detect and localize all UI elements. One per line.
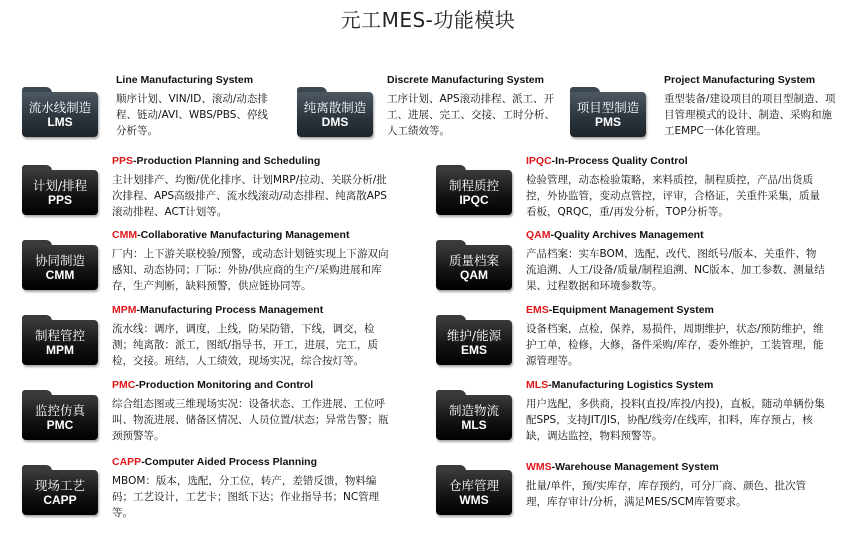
module-full-name: -Manufacturing Process Management	[136, 304, 324, 316]
module-full-name: -Quality Archives Management	[550, 229, 704, 241]
module-qam-desc: 产品档案：实车BOM、选配、改代、图纸号/版本、关重件、物流追溯、人工/设备/质量/制程追溯、NC版本、加工参数、测量结果、过程数据和环境参数等。	[526, 248, 825, 292]
module-ems-folder[interactable]	[436, 315, 512, 365]
module-ems-heading	[526, 304, 714, 316]
module-wms-desc: 批量/单件，预/实库存，库存预约，可分厂商、颜色、批次管理，库存审计/分析，满足MES/SCM库管要求。	[526, 480, 807, 508]
module-ipqc-folder[interactable]	[436, 165, 512, 215]
module-abbr: CMM	[112, 229, 138, 241]
module-abbr: CAPP	[112, 456, 142, 468]
module-dms-heading: Discrete Manufacturing System	[387, 74, 544, 86]
module-cmm-heading	[112, 229, 349, 241]
folder-icon	[22, 245, 98, 290]
page-title: 元工MES-功能模块	[340, 8, 516, 32]
module-abbr: QAM	[526, 229, 551, 241]
module-full-name: -Manufacturing Logistics System	[548, 379, 714, 391]
folder-icon	[436, 470, 512, 515]
module-lms-desc: 顺序计划、VIN/ID、滚动/动态排程、链动/AVI、WBS/PBS、停线分析等。	[116, 93, 268, 137]
folder-icon	[436, 245, 512, 290]
module-code: WMS	[459, 493, 489, 507]
module-code: CAPP	[43, 493, 77, 507]
module-qam-heading	[526, 229, 704, 241]
module-wms-heading	[526, 461, 719, 473]
module-pmc-folder[interactable]	[22, 390, 98, 440]
module-capp-desc: MBOM：版本，选配，分工位，转产，差错反馈，物料编码；工艺设计，工艺卡；图纸下达；作业指导书；NC管理等。	[112, 475, 380, 519]
module-code: DMS	[321, 115, 349, 129]
module-wms-folder[interactable]	[436, 465, 512, 515]
folder-icon	[22, 92, 98, 137]
module-name: 维护/能源	[446, 328, 502, 343]
module-mls-heading	[526, 379, 713, 391]
module-abbr: WMS	[526, 461, 552, 473]
module-full-name: -Collaborative Manufacturing Management	[137, 229, 350, 241]
module-qam-folder[interactable]	[436, 240, 512, 290]
module-full-name: -In-Process Quality Control	[551, 155, 688, 167]
module-abbr: MLS	[526, 379, 549, 391]
folder-icon	[22, 320, 98, 365]
module-pps-folder[interactable]	[22, 165, 98, 215]
module-lms-heading: Line Manufacturing System	[116, 74, 254, 86]
folder-icon	[436, 170, 512, 215]
module-mpm-desc: 流水线：调序，调度，上线，防呆防错，下线，调交，检测；纯离散：派工，图纸/指导书，开工，进展，完工，质检，交接。班结，人工绩效，现场实况，综合按灯等。	[112, 323, 379, 367]
module-code: QAM	[460, 268, 488, 282]
folder-icon	[22, 170, 98, 215]
module-code: PMC	[46, 418, 74, 432]
module-ems-desc: 设备档案，点检，保养，易损件，周期维护，状态/预防维护，维护工单，检修，大修，备件采购/库存，委外维护，工装管理，能源管理等。	[526, 323, 824, 367]
module-full-name: -Equipment Management System	[548, 304, 714, 316]
module-pms-desc: 重型装备/建设项目的项目型制造、项目管理模式的设计、制造、采购和施工EMPC一体化管理。	[664, 93, 836, 137]
module-code: EMS	[460, 343, 487, 357]
module-pms-folder[interactable]	[570, 87, 646, 137]
module-dms-folder[interactable]	[297, 87, 373, 137]
module-name: 现场工艺	[34, 478, 85, 493]
module-full-name: -Warehouse Management System	[551, 461, 719, 473]
module-full-name: -Computer Aided Process Planning	[141, 456, 317, 468]
module-abbr: PMC	[112, 379, 136, 391]
module-capp-heading	[112, 456, 317, 468]
module-code: PPS	[47, 193, 72, 207]
module-name: 流水线制造	[28, 100, 92, 115]
module-code: MLS	[461, 418, 487, 432]
module-name: 制造物流	[448, 403, 499, 418]
module-code: MPM	[46, 343, 74, 357]
module-lms-folder[interactable]	[22, 87, 98, 137]
module-mls-desc: 用户选配，多供商，投料(直投/库投/内投)，直板，随动单辆份集配SPS，支持JIT/JIS，协配/线旁/在线库，扣料，库存预占，核缺，调达监控，物料预警等。	[526, 398, 825, 442]
module-name: 项目型制造	[576, 100, 640, 115]
module-full-name: -Production Planning and Scheduling	[133, 155, 321, 167]
module-ipqc-heading	[526, 155, 688, 167]
module-code: LMS	[47, 115, 73, 129]
module-abbr: MPM	[112, 304, 137, 316]
module-dms-desc: 工序计划、APS滚动排程、派工、开工、进展、完工、交接、工时分析、人工绩效等。	[387, 93, 555, 137]
module-capp-folder[interactable]	[22, 465, 98, 515]
module-name: 质量档案	[448, 253, 499, 268]
folder-icon	[436, 320, 512, 365]
module-name: 纯离散制造	[303, 100, 367, 115]
folder-icon	[436, 395, 512, 440]
module-cmm-desc: 厂内：上下游关联校验/预警，或动态计划链实现上下游双向感知、动态协同；厂际：外协/供应商的生产/采购进展和库存，生产判断，缺料预警，供应链协同等。	[112, 248, 389, 292]
module-ipqc-desc: 检验管理，动态检验策略，来料质控，制程质控，产品/出货质控，外协监管，变动点管控，评审，合格证，关重件采集，质量看板，QRQC，重/再发分析，TOP分析等。	[526, 174, 820, 218]
module-cmm-folder[interactable]	[22, 240, 98, 290]
module-pps-heading	[112, 155, 320, 167]
module-name: 协同制造	[34, 253, 85, 268]
module-name: 制程管控	[34, 328, 85, 343]
module-pms-heading: Project Manufacturing System	[664, 74, 816, 86]
module-name: 计划/排程	[32, 178, 88, 193]
module-code: CMM	[45, 268, 75, 282]
module-full-name: -Production Monitoring and Control	[135, 379, 314, 391]
module-pps-desc: 主计划排产、均衡/优化排序、计划MRP/拉动、关联分析/批次排程、APS高级排产、流水线滚动/动态排程、纯离散APS滚动排程、ACT计划等。	[112, 174, 387, 218]
module-name: 监控仿真	[34, 403, 85, 418]
folder-icon	[570, 92, 646, 137]
module-mls-folder[interactable]	[436, 390, 512, 440]
module-name: 仓库管理	[448, 478, 499, 493]
module-pmc-heading	[112, 379, 313, 391]
module-code: IPQC	[459, 193, 489, 207]
module-abbr: IPQC	[526, 155, 552, 167]
folder-icon	[22, 470, 98, 515]
module-name: 制程质控	[448, 178, 499, 193]
folder-icon	[297, 92, 373, 137]
module-abbr: PPS	[112, 155, 134, 167]
module-code: PMS	[594, 115, 621, 129]
folder-icon	[22, 395, 98, 440]
module-pmc-desc: 综合组态图或三维现场实况：设备状态、工作进展、工位呼叫、物流进展、储备区情况、人员位置/状态；异常告警；瓶颈预警等。	[112, 398, 389, 442]
module-mpm-folder[interactable]	[22, 315, 98, 365]
module-abbr: EMS	[526, 304, 549, 316]
module-mpm-heading	[112, 304, 323, 316]
